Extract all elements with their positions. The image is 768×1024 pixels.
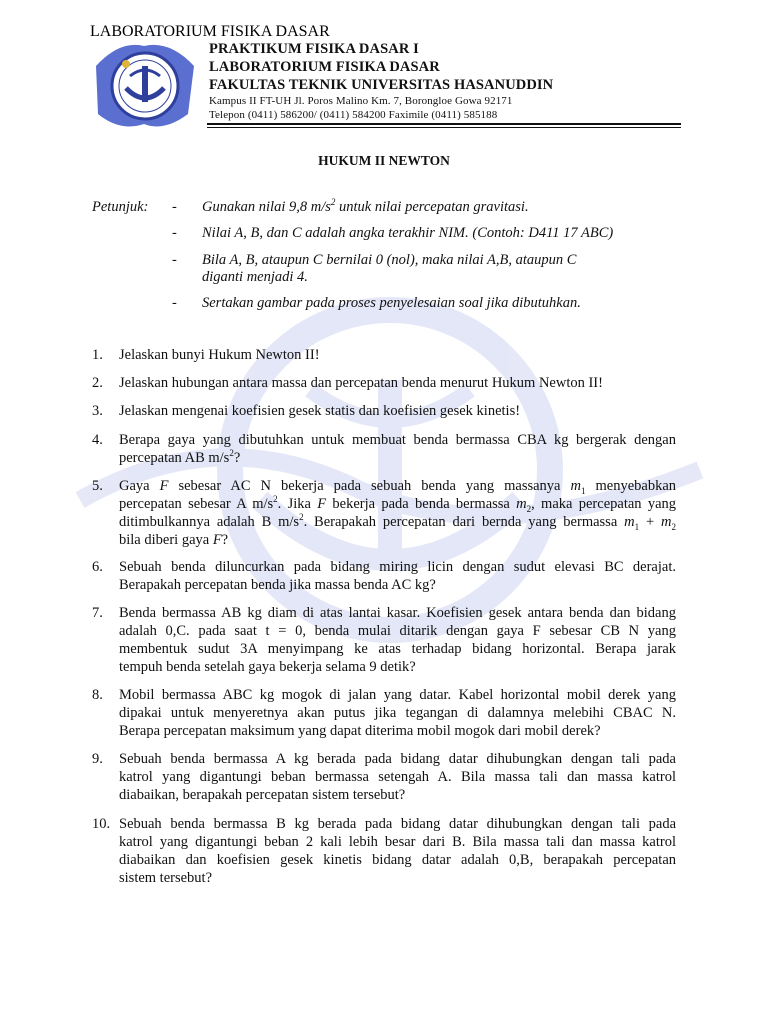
variable-m: m	[661, 514, 672, 530]
question-text: Jelaskan hubungan antara massa dan percepatan benda menurut Hukum Newton II!	[119, 375, 603, 391]
question-number: 7.	[92, 605, 103, 621]
instruction-text: Nilai A, B, dan C adalah angka terakhir NIM. (Contoh: D411 17 ABC)	[202, 225, 614, 241]
question-text: menyebabkan	[585, 478, 677, 494]
page-title: HUKUM II NEWTON	[318, 153, 450, 168]
question-text: adalah 0,C. pada saat t = 0, benda mulai ditarik dengan gaya F sebesar CB N yang	[119, 623, 676, 639]
header-address: Kampus II FT-UH Jl. Poros Malino Km. 7, Borongloe Gowa 92171	[209, 95, 513, 107]
question-text: Gaya	[119, 478, 160, 494]
question-text: . Berapakah percepatan dari bernda yang bermassa	[303, 514, 625, 530]
subscript: 1	[580, 485, 586, 496]
variable-m: m	[624, 514, 635, 530]
question-number: 3.	[92, 403, 103, 419]
superscript: 2	[229, 448, 234, 459]
question-text: katrol yang digantungi beban 2 kali lebih besar dari B. Bila massa tali dan massa katrol	[119, 834, 676, 850]
question-text: sebesar AC N bekerja pada sebuah benda yang massanya	[168, 478, 571, 494]
question-text: percepatan AB m/s	[119, 450, 230, 466]
instruction-text: Gunakan nilai 9,8 m/s	[202, 199, 331, 215]
question-text: Sebuah benda diluncurkan pada bidang miring licin dengan sudut elevasi BC derajat.	[119, 559, 676, 575]
variable-F: F	[212, 532, 222, 548]
question-text: ?	[233, 450, 241, 466]
question-text: Mobil bermassa ABC kg mogok di jalan yang datar. Kabel horizontal mobil derek yang	[119, 687, 676, 703]
variable-F: F	[159, 478, 169, 494]
question-text: . Jika	[277, 496, 318, 512]
logo-text: LABORATORIUM FISIKA DASAR	[90, 23, 330, 40]
plus-sign: +	[639, 514, 662, 530]
instruction-text: diganti menjadi 4.	[202, 269, 308, 285]
question-text: sistem tersebut?	[119, 870, 213, 886]
question-text: Sebuah benda bermassa B kg berada pada bidang datar dihubungkan dengan tali pada	[119, 816, 676, 832]
subscript: 2	[671, 521, 676, 532]
question-number: 4.	[92, 432, 103, 448]
question-number: 8.	[92, 687, 103, 703]
question-text: tempuh benda setelah gaya bekerja selama 9 detik?	[119, 659, 416, 675]
question-number: 9.	[92, 751, 103, 767]
instructions-label: Petunjuk:	[92, 199, 149, 215]
question-text: diabaikan dan koefisien gesek kinetis bidang datar adalah 0,B, berapakah percepatan	[119, 852, 676, 868]
question-text: Berapakah percepatan benda jika massa benda AC kg?	[119, 577, 436, 593]
header-line-1: PRAKTIKUM FISIKA DASAR I	[209, 41, 419, 57]
header-rule-thick	[207, 123, 681, 125]
question-text: dipakai untuk menyeretnya akan putus jika tegangan di dalamnya melebihi CBAC N.	[119, 705, 676, 721]
question-text: Sebuah benda bermassa A kg berada pada bidang datar dihubungkan dengan tali pada	[119, 751, 676, 767]
superscript: 2	[273, 494, 278, 505]
question-text: Benda bermassa AB kg diam di atas lantai kasar. Koefisien gesek antara benda dan bidang	[119, 605, 676, 621]
question-text: bila diberi gaya	[119, 532, 213, 548]
question-text: Berapa percepatan maksimum yang dapat diterima mobil mogok dari mobil derek?	[119, 723, 601, 739]
question-text: Jelaskan bunyi Hukum Newton II!	[119, 347, 320, 363]
superscript: 2	[330, 197, 336, 208]
question-text: , maka percepatan yang	[531, 496, 677, 512]
header-phone: Telepon (0411) 586200/ (0411) 584200 Faximile (0411) 585188	[209, 109, 498, 121]
instruction-text: untuk nilai percepatan gravitasi.	[335, 199, 529, 215]
instruction-text: Sertakan gambar pada proses penyelesaian soal jika dibutuhkan.	[202, 295, 581, 311]
header-rule-thin	[207, 127, 681, 128]
instruction-text: Bila A, B, ataupun C bernilai 0 (nol), maka nilai A,B, ataupun C	[202, 252, 577, 268]
question-number: 2.	[92, 375, 103, 391]
question-number: 10.	[92, 816, 111, 832]
variable-m: m	[570, 478, 581, 494]
question-text: diabaikan, berapakah percepatan sistem tersebut?	[119, 787, 406, 803]
question-text: ditimbulkannya adalah B m/s	[119, 514, 300, 530]
bullet-dash: -	[172, 252, 177, 268]
question-number: 5.	[92, 478, 103, 494]
bullet-dash: -	[172, 199, 177, 215]
question-text: katrol yang digantungi beban bermassa setengah A. Bila massa tali dan massa katrol	[119, 769, 676, 785]
subscript: 2	[526, 503, 532, 514]
question-text: Berapa gaya yang dibutuhkan untuk membuat benda bermassa CBA kg bergerak dengan	[119, 432, 676, 448]
variable-m: m	[516, 496, 527, 512]
subscript: 1	[634, 521, 640, 532]
question-text: Jelaskan mengenai koefisien gesek statis dan koefisien gesek kinetis!	[119, 403, 521, 419]
letterhead	[209, 40, 553, 122]
header-line-3: FAKULTAS TEKNIK UNIVERSITAS HASANUDDIN	[209, 77, 554, 93]
question-text: percepatan sebesar A m/s	[119, 496, 274, 512]
question-number: 1.	[92, 347, 103, 363]
bullet-dash: -	[172, 225, 177, 241]
question-number: 6.	[92, 559, 103, 575]
question-text: bekerja pada benda bermassa	[326, 496, 517, 512]
variable-F: F	[317, 496, 327, 512]
superscript: 2	[299, 512, 304, 523]
bullet-dash: -	[172, 295, 177, 311]
question-text: membentuk sudut 3A menyimpang ke atas terhadap bidang horizontal. Berapa jarak	[119, 641, 676, 657]
header-line-2: LABORATORIUM FISIKA DASAR	[209, 59, 440, 75]
question-text: ?	[221, 532, 229, 548]
